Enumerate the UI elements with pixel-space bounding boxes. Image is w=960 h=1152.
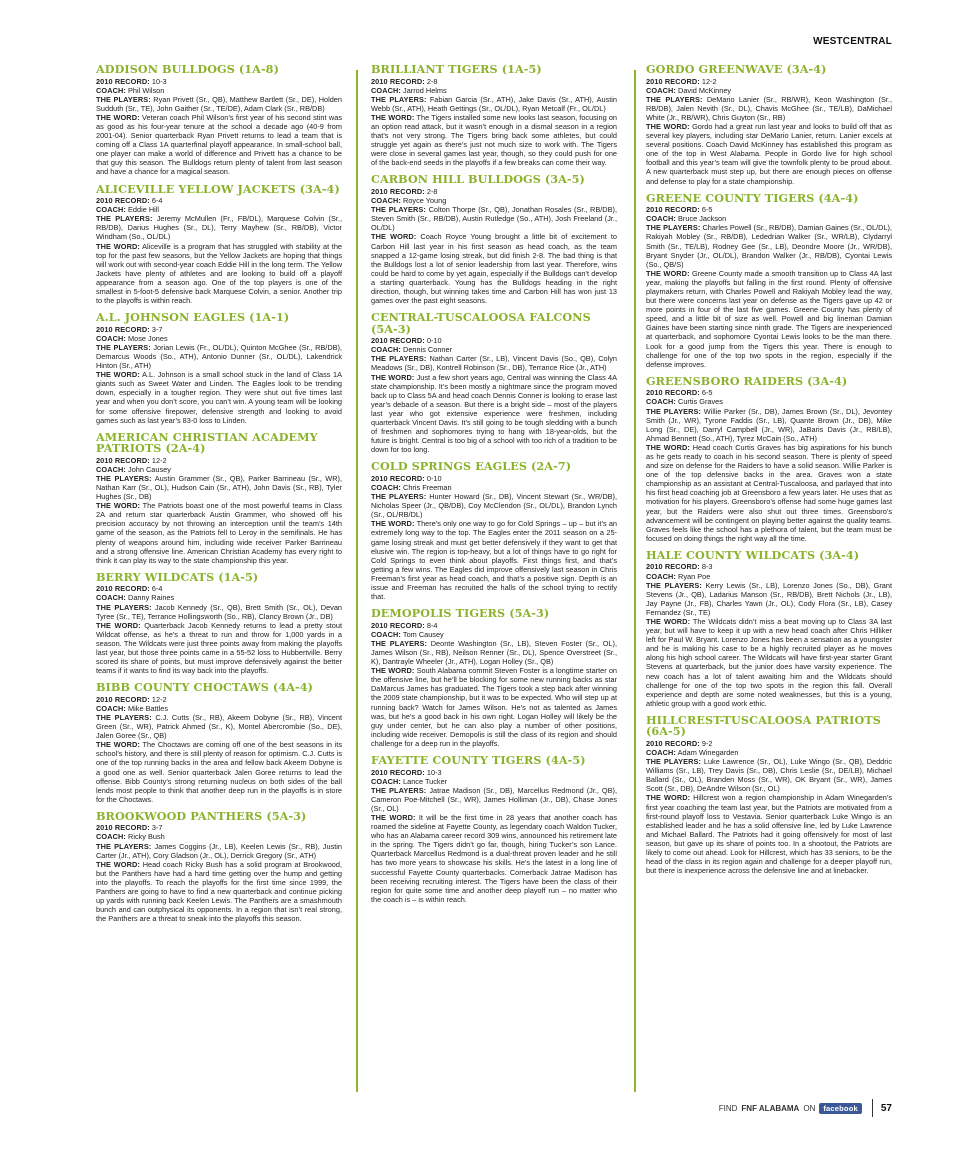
coach-label: COACH: <box>96 333 126 343</box>
coach-line <box>96 334 342 343</box>
record-value: 12-2 <box>151 455 167 465</box>
coach-line <box>96 832 342 841</box>
team-profile <box>646 190 892 369</box>
coach-value: John Causey <box>128 464 171 474</box>
word-label: THE WORD: <box>371 232 417 242</box>
players-value: Colton Thorpe (Sr., QB), Jonathan Rosales (Sr., RB/DB), Steven Smith (Sr., RB/DB), Austin Rutledge (So., ATH), Josh Freeland (Jr., OL/DL) <box>371 205 617 233</box>
coach-value: Phil Wilson <box>128 85 165 95</box>
coach-label: COACH: <box>646 214 676 224</box>
word-label: THE WORD: <box>96 501 141 511</box>
players-label: THE PLAYERS: <box>96 342 151 352</box>
coach-label: COACH: <box>96 464 126 474</box>
players-line <box>371 639 617 666</box>
record-value: 10-3 <box>151 76 167 86</box>
team-profile <box>371 461 617 601</box>
word-label: THE WORD: <box>646 616 691 626</box>
coach-label: COACH: <box>371 196 401 206</box>
record-value: 3-7 <box>151 324 163 334</box>
team-profile <box>646 373 892 543</box>
coach-label: COACH: <box>96 832 126 842</box>
players-label: THE PLAYERS: <box>646 580 702 590</box>
record-line <box>96 77 342 86</box>
players-line <box>646 95 892 122</box>
players-value: Charles Powell (Sr., RB/DB), Damian Gaines (Sr., OL/DL), Rakiyah Mobley (Sr., RB/DB), Lededrian Walker (Sr., WR/LB), Clydarryl Smith (Sr., TE/LB), Rodney Gee (Sr., LB), Deondre Moore (Jr., WR/DB), Bryant Snyder (Jr., OL/DL), Brandon Walker (Jr., RB/DB), Cyontai Lewis (So., QB/S) <box>646 223 892 269</box>
team-name: AMERICAN CHRISTIAN ACADEMY PATRIOTS (2A-4) <box>96 429 318 456</box>
record-value: 3-7 <box>151 823 163 833</box>
players-value: Willie Parker (Sr., DB), James Brown (Sr., DL), Jevontey Smith (Jr., WR), Tyrone Faddis (Sr., LB), Quante Brown (Jr., DB), Mike Long (Sr., DE), Darryl Campbell (Jr., WR), JaBaris Davis (Jr., RB/LB), Ahmad Bennett (So., ATH), Tyrez McCain (So., ATH) <box>646 406 892 443</box>
word-label: THE WORD: <box>371 372 415 382</box>
coach-line <box>96 593 342 602</box>
word-value: The Choctaws are coming off one of the best seasons in its school’s history, and there is still plenty of reason for optimism. C.J. Cutts is one of the top running backs in the area and fellow back Akeem Dobyne is a good one as well. Senior quarterback Jalen Goree returns to lead the offense. Bibb County’s strong returning nucleus on both sides of the ball lends most people to think that another deep run in the playoffs is in store for the Choctaws. <box>96 740 342 804</box>
record-label: 2010 RECORD: <box>371 767 425 777</box>
coach-label: COACH: <box>96 703 126 713</box>
record-line <box>646 205 892 214</box>
word-line <box>646 443 892 543</box>
coach-value: Lance Tucker <box>403 776 448 786</box>
players-label: THE PLAYERS: <box>96 712 152 722</box>
team-profile <box>96 64 342 177</box>
players-value: James Coggins (Jr., LB), Keelen Lewis (Sr., RB), Justin Carter (Jr., ATH), Cory Gladson (Jr., OL), Derrick Gregory (Sr., ATH) <box>96 841 342 860</box>
record-label: 2010 RECORD: <box>371 186 425 196</box>
word-value: A.L. Johnson is a small school stuck in the land of Class 1A giants such as Sweet Water and Linden. The Eagles look to be trending down, especially in a tougher region. They were shut out five times last year and when you don’t score, you can’t win. A young team will be looking for some offensive firepower, defensive strength and looking to avoid games such as last year’s 83-0 loss to Linden. <box>96 370 342 425</box>
record-line <box>371 768 617 777</box>
team-name: BERRY WILDCATS (1A-5) <box>96 569 259 584</box>
players-label: THE PLAYERS: <box>96 214 153 224</box>
record-value: 6-5 <box>701 388 713 398</box>
coach-label: COACH: <box>96 593 126 603</box>
team-profile <box>96 181 342 306</box>
record-label: 2010 RECORD: <box>646 76 700 86</box>
coach-value: Eddie Hill <box>128 205 160 215</box>
players-line <box>646 581 892 617</box>
record-line <box>371 621 617 630</box>
record-label: 2010 RECORD: <box>371 620 425 630</box>
coach-value: Chris Freeman <box>403 482 452 492</box>
record-line <box>646 388 892 397</box>
players-label: THE PLAYERS: <box>371 205 426 215</box>
coach-line <box>96 86 342 95</box>
players-line <box>371 205 617 232</box>
footer-on-text: ON <box>803 1103 816 1113</box>
team-columns <box>96 64 892 1094</box>
players-value: Jatrae Madison (Sr., DB), Marcellus Redmond (Jr., QB), Cameron Poe-Mitchell (Sr., WR), James Holliman (Jr., DB), Chase Jones (Sr., OL) <box>371 785 617 813</box>
record-line <box>96 584 342 593</box>
record-value: 12-2 <box>701 76 717 86</box>
record-value: 12-2 <box>151 694 167 704</box>
record-value: 6-4 <box>151 196 163 206</box>
word-line <box>646 793 892 875</box>
players-value: Jeremy McMullen (Fr., FB/DL), Marquese Colvin (Sr., RB/DB), Darius Hughes (Sr., DL), Terry Mayhew (Sr., RB/DB), Victor Windham (So., OL/DL) <box>96 214 342 242</box>
record-label: 2010 RECORD: <box>96 584 150 594</box>
players-value: Nathan Carter (Sr., LB), Vincent Davis (So., QB), Colyn Meadows (Sr., DB), Kontrell Robinson (Sr., DB), Terrance Rice (Jr., ATH) <box>371 354 617 373</box>
players-line <box>96 713 342 740</box>
coach-line <box>371 630 617 639</box>
footer-find-text: FIND <box>718 1103 738 1113</box>
word-value: Head coach Ricky Bush has a solid program at Brookwood, but the Panthers have had a hard time getting over the hump and getting into the playoffs. To reach the playoffs for the first time since 1999, the Panthers are going to have to find a new quarterback and continue picking up yards with running back Keelen Lewis. The Panthers are a smashmouth bunch and can outphysical its opponents. In a region that isn’t real strong, the Panthers are a threat to sneak into the playoffs this season. <box>96 859 342 924</box>
word-line <box>646 122 892 186</box>
word-label: THE WORD: <box>371 112 415 122</box>
word-label: THE WORD: <box>371 812 416 822</box>
record-label: 2010 RECORD: <box>371 336 425 346</box>
word-label: THE WORD: <box>646 442 690 452</box>
coach-label: COACH: <box>646 85 676 95</box>
coach-line <box>96 704 342 713</box>
team-name: ADDISON BULLDOGS (1A-8) <box>96 64 279 76</box>
word-value: Aliceville is a program that has struggled with stability at the top for the past few seasons, but the Yellow Jackets are hoping that things will work out with second-year coach Eddie Hill in the long term. The Yellow Jackets have plenty of athletes and are looking to build off a playoff appearance from a season ago. One of the top players is one of the smallest in 5-foot-5 defensive back Marquese Colvin, a senior. Another trip to the playoffs is within reach. <box>96 241 342 306</box>
word-label: THE WORD: <box>96 370 140 380</box>
coach-label: COACH: <box>646 571 676 581</box>
players-label: THE PLAYERS: <box>371 492 427 502</box>
coach-label: COACH: <box>371 776 401 786</box>
record-line <box>96 823 342 832</box>
word-line <box>96 370 342 425</box>
team-profile <box>96 429 342 565</box>
word-value: Quarterback Jacob Kennedy returns to lead a pretty stout Wildcat offense, as he’s a threat to run and throw for 1,000 yards in a season. The Wildcats were just three points away from making the playoffs last year, but those three points came in a 55-52 loss to Hubbertville. Berry scored its share of points, but must improve defensively against the better teams if it wants to find its way back into the playoffs. <box>96 620 342 676</box>
word-value: Hillcrest won a region championship in Adam Winegarden’s first year coaching the team last year, but the Patriots are motivated from a first-round playoff loss to Vestavia. Senior quarterback Luke Wingo is an established leader and he has a solid offensive line, led by Luke Lawrence and Michael Ballard. The Patriots had it going offensively for most of last season, but gave up its share of points too. In a shootout, the Patriots are likely to come out ahead. Look for Hillcrest, which has 33 seniors, to be the head of the class in its region again and challenge for a deeper playoff run, but there is inexperience across the defensive line and at linebacker. <box>646 793 892 876</box>
coach-value: Jarrod Helms <box>403 85 447 95</box>
players-label: THE PLAYERS: <box>646 223 701 233</box>
record-value: 6-4 <box>151 584 163 594</box>
team-profile <box>646 712 892 876</box>
players-label: THE PLAYERS: <box>96 841 152 851</box>
team-name: GREENSBORO RAIDERS (3A-4) <box>646 373 848 388</box>
word-line <box>96 621 342 676</box>
players-label: THE PLAYERS: <box>371 785 427 795</box>
word-line <box>371 519 617 601</box>
players-line <box>371 492 617 519</box>
word-label: THE WORD: <box>646 793 691 803</box>
team-name: HILLCREST-TUSCALOOSA PATRIOTS (6A-5) <box>646 712 881 739</box>
word-value: Gordo had a great run last year and looks to build off that as several key players, including star DeMario Lanier, return. Lanier excels at several positions. Coach David McKinney has established this program as one of the top in West Alabama. People in Gordo live for high school football and this year’s team will give the townfolk plenty to be proud about. A new quarterback must step up, but there are enough pieces on offense and defense to play for a state championship. <box>646 121 892 186</box>
team-name: A.L. JOHNSON EAGLES (1A-1) <box>96 310 290 325</box>
word-line <box>96 740 342 804</box>
team-profile <box>371 755 617 904</box>
word-label: THE WORD: <box>96 620 141 630</box>
word-value: Head coach Curtis Graves has big aspirations for his bunch as he gets ready to coach in his second season. There is plenty of speed and size on defense for the Raiders to have a solid season. Willie Parker is one of the top defensive backs in the area. Graves won a state championship as an assistant at Central-Tuscaloosa, and parlayed that into his first head coaching job at Greensboro a few years later. He uses that as motivation for his players. Greensboro’s offense had some huge games last year, but the Raiders were also shut out three times. Greensboro’s advancement will be contingent on playing better against the quality teams. Graves feels like the school has a plethora of talent, but the team must be focused on doing things the right way all the time. <box>646 442 892 543</box>
word-label: THE WORD: <box>646 268 690 278</box>
players-value: Luke Lawrence (Sr., OL), Luke Wingo (Sr., QB), Deddric Williams (Sr., LB), Trey Davis (Sr., DB), Chris Leslie (Sr., DE/LB), Michael Ballard (Sr., OL), Branden Moss (Sr., WR), OK Bryant (Sr., WR), James Scott (Sr., DB), DeAndre Wilson (Sr., OL) <box>646 757 892 794</box>
coach-line <box>646 214 892 223</box>
record-value: 10-3 <box>426 767 442 777</box>
word-value: South Alabama commit Steven Foster is a longtime starter on the offensive line, but he’ll be blocking for some new running backs as star DaMarcus James has graduated. The Tigers took a step back after winning the 2009 state championship, but it was to be expected. Who will step up at running back? Watch for James Wilson. He’s not as talented as James was, but he’s a good back in his own right. Logan Holley will likely be the guy under center, but he can also play a number of other positions, including wide receiver. Demopolis is still the class of its region and should challenge for a deep run in the playoffs. <box>371 666 617 748</box>
players-label: THE PLAYERS: <box>371 638 428 648</box>
coach-line <box>646 748 892 757</box>
record-label: 2010 RECORD: <box>646 388 700 398</box>
word-line <box>96 501 342 565</box>
record-line <box>646 562 892 571</box>
record-label: 2010 RECORD: <box>646 562 700 572</box>
team-name: FAYETTE COUNTY TIGERS (4A-5) <box>371 753 586 767</box>
team-name: ALICEVILLE YELLOW JACKETS (3A-4) <box>96 181 340 196</box>
word-line <box>371 232 617 305</box>
coach-value: David McKinney <box>678 85 732 95</box>
word-label: THE WORD: <box>371 666 415 676</box>
word-label: THE WORD: <box>96 241 140 251</box>
word-label: THE WORD: <box>371 519 415 529</box>
coach-line <box>646 397 892 406</box>
record-value: 8-4 <box>426 620 438 630</box>
team-profile <box>371 64 617 167</box>
coach-value: Ryan Poe <box>678 571 711 581</box>
record-line <box>371 336 617 345</box>
players-value: Hunter Howard (Sr., DB), Vincent Stewart (Sr., WR/DB), Nicholas Speer (Jr., QB/DB), Coy McClendon (Sr., OL/DL), Brandon Lynch (Sr., OL/RB/DL) <box>371 492 617 520</box>
coach-line <box>646 572 892 581</box>
word-line <box>371 373 617 455</box>
team-name: BRILLIANT TIGERS (1A-5) <box>371 64 542 76</box>
players-line <box>371 95 617 113</box>
team-name: COLD SPRINGS EAGLES (2A-7) <box>371 459 572 474</box>
coach-label: COACH: <box>371 345 401 355</box>
coach-line <box>646 86 892 95</box>
word-value: There’s only one way to go for Cold Springs – up – but it’s an extremely long way to the top. The Eagles enter the 2011 season on a 25-game losing streak and must get better defensively if they want to get that elusive win. The region is top-heavy, but a lot of things have to go right for Cold Springs to even think about playoffs. First things first, and that’s getting a few wins. The Eagles did improve offensively last season in Chris Freeman’s first year as head coach, and that’s a positive sign. Depth is an issue and Freeman has recruited the halls of the school trying to rectify that. <box>371 519 617 602</box>
record-value: 2-8 <box>426 186 438 196</box>
record-label: 2010 RECORD: <box>96 455 150 465</box>
word-value: Just a few short years ago, Central was winning the Class 4A state championship. It’s been mostly a nightmare since the program moved back up to Class 5A and head coach Dennis Conner is looking to erase last year’s debacle of a season. But there is a bright side – most of the players last year who got extensive experience were freshmen, including quarterback Vincent Davis. It’s still going to be tough sledding with a bunch of freshmen and sophomores trying to hang with 18-year-olds, but the future is bright. Central is too big of a school with too rich of a tradition to be down for too long. <box>371 372 617 455</box>
players-line <box>96 343 342 370</box>
coach-line <box>96 205 342 214</box>
record-line <box>646 77 892 86</box>
record-label: 2010 RECORD: <box>646 738 700 748</box>
column-right <box>646 64 892 1094</box>
record-label: 2010 RECORD: <box>371 473 425 483</box>
players-line <box>371 354 617 372</box>
record-line <box>96 456 342 465</box>
coach-value: Danny Raines <box>128 593 175 603</box>
players-value: C.J. Cutts (Sr., RB), Akeem Dobyne (Sr., RB), Vincent Green (Sr., WR), Patrick Ahmed (Sr., K), Montel Abercrombie (So., DE), Jalen Goree (Sr., QB) <box>96 712 342 741</box>
page-number: 57 <box>880 1102 892 1114</box>
players-line <box>371 786 617 813</box>
word-value: Veteran coach Phil Wilson’s first year of his second stint was as good as his four-year tenure at the school a decade ago (40-9 from 2001-04). Senior quarterback Ryan Privett returns to lead a team that is coming off a Class 1A quarterfinal playoff appearance. In small-school ball, one player can make a world of difference and Privett has a chance to be that guy this season. The Bulldogs return plenty of talent from last season and have a chance for a magical season. <box>96 112 342 177</box>
team-profile <box>646 547 892 708</box>
word-line <box>96 113 342 177</box>
players-value: Jorian Lewis (Fr., OL/DL), Quinton McGhee (Sr., RB/DB), Demarcus Woods (So., ATH), Antonio Dunner (Sr., OL/DL), Lakendrick Hinton (Sr., ATH) <box>96 342 342 371</box>
word-line <box>371 813 617 904</box>
footer-brand: FNF ALABAMA <box>741 1103 800 1113</box>
record-line <box>96 325 342 334</box>
page-footer <box>719 1101 892 1115</box>
coach-value: Tom Causey <box>402 629 444 639</box>
column-left <box>96 64 342 1094</box>
team-name: DEMOPOLIS TIGERS (5A-3) <box>371 606 550 621</box>
coach-value: Royce Young <box>403 196 447 206</box>
players-line <box>96 214 342 241</box>
record-line <box>646 739 892 748</box>
players-line <box>646 407 892 443</box>
team-profile <box>96 808 342 924</box>
players-value: Kerry Lewis (Sr., LB), Lorenzo Jones (So., DB), Grant Stevens (Jr., QB), Ladarius Manson (Sr., RB/DB), Brett Nichols (Jr., LB), Jay Payne (Jr., FB), Charles Yawn (Jr., OL), Cody Flora (Sr., LB), Casey Fernandez (Sr., TE) <box>646 580 892 617</box>
team-name: CARBON HILL BULLDOGS (3A-5) <box>371 172 585 187</box>
players-value: Fabian Garcia (Sr., ATH), Jake Davis (Sr., ATH), Austin Webb (Sr., ATH), Heath Gettings (Sr., OL/DL), Ryan Metcalf (Fr., OL/DL) <box>371 94 617 113</box>
team-profile <box>96 312 342 425</box>
coach-value: Dennis Conner <box>403 345 453 355</box>
word-label: THE WORD: <box>96 859 140 869</box>
team-name: CENTRAL-TUSCALOOSA FALCONS (5A-3) <box>371 310 591 336</box>
players-line <box>96 95 342 113</box>
coach-label: COACH: <box>371 629 401 639</box>
team-name: BIBB COUNTY CHOCTAWS (4A-4) <box>96 680 314 695</box>
coach-label: COACH: <box>371 85 401 95</box>
record-label: 2010 RECORD: <box>371 76 425 86</box>
record-value: 8-3 <box>701 562 713 572</box>
players-line <box>96 474 342 501</box>
word-line <box>371 113 617 168</box>
record-label: 2010 RECORD: <box>96 196 150 206</box>
players-label: THE PLAYERS: <box>96 473 152 483</box>
record-value: 0-10 <box>426 336 442 346</box>
coach-line <box>96 465 342 474</box>
players-value: Austin Grammer (Sr., QB), Parker Barrineau (Sr., WR), Nathan Karr (Sr., OL), Hudson Cain (Sr., ATH), John Davis (Sr., RB), Tyler Hughes (Sr., DB) <box>96 473 342 502</box>
coach-line <box>371 196 617 205</box>
coach-value: Mike Battles <box>128 703 169 713</box>
players-label: THE PLAYERS: <box>646 406 702 416</box>
coach-label: COACH: <box>646 748 676 757</box>
record-line <box>96 196 342 205</box>
coach-label: COACH: <box>96 205 126 215</box>
coach-value: Adam Winegarden <box>677 748 739 757</box>
coach-label: COACH: <box>96 85 126 95</box>
record-value: 2-8 <box>426 76 438 86</box>
coach-value: Curtis Graves <box>678 397 723 407</box>
players-value: DeMario Lanier (Sr., RB/WR), Keon Washington (Sr., RB/DB), Jalen Nevith (Sr., DL), Chavis McGhee (Sr., TE/LB), DaMichael White (Jr., RB/WR), Chris Guyton (Sr., RB) <box>646 94 892 122</box>
players-label: THE PLAYERS: <box>371 94 427 104</box>
players-label: THE PLAYERS: <box>646 94 703 104</box>
record-label: 2010 RECORD: <box>96 324 150 334</box>
players-line <box>646 223 892 268</box>
facebook-logo-icon[interactable]: facebook <box>819 1103 862 1114</box>
record-line <box>96 695 342 704</box>
team-name: GREENE COUNTY TIGERS (4A-4) <box>646 190 859 205</box>
coach-label: COACH: <box>371 482 401 492</box>
team-profile <box>96 682 342 804</box>
footer-divider <box>872 1099 873 1117</box>
coach-line <box>371 86 617 95</box>
team-name: BROOKWOOD PANTHERS (5A-3) <box>96 808 307 823</box>
word-value: Greene County made a smooth transition up to Class 4A last year, making the playoffs but falling in the first round. Plenty of offensive playmakers return, with Charles Powell and Rakiyah Mobley lead the way, but there were concerns last year on defense as the Tigers gave up 42 or more points in four of the last five games. Greene County has plenty of speed, and a little bit of size as well. Powell and big lineman Damian Gaines have been starting since ninth grade. The Tigers are inexperienced at quarterback, and sophomore Cyontai Lewis looks to be the man there. Look for a good jump from the Tigers this year. There is enough to challenge for one of the top two spots in the region, especially if the defense improves. <box>646 268 892 369</box>
word-label: THE WORD: <box>646 121 690 131</box>
players-label: THE PLAYERS: <box>646 757 702 767</box>
players-label: THE PLAYERS: <box>371 354 427 364</box>
record-line <box>371 474 617 483</box>
players-value: Ryan Privett (Sr., QB), Matthew Bartlett (Sr., DE), Holden Sudduth (Sr., TE), John Gaither (Sr., TE/DE), Adam Clark (Sr., RB/DB) <box>96 94 342 113</box>
team-profile <box>371 174 617 305</box>
word-line <box>646 617 892 708</box>
word-value: The Patriots boast one of the most powerful teams in Class 2A and return star quarterback Austin Grammer, who showed off his precision accuracy by not throwing an interception until the team’s 14th game of the season, as the Patriots fell to Leroy in the semifinals. He has plenty of weapons around him, including wide receiver Parker Barrineau and a strong offensive line. American Christian Academy has every right to think it can play its way to the state championship this year. <box>96 501 342 565</box>
word-label: THE WORD: <box>96 740 140 750</box>
section-header: WESTCENTRAL <box>813 36 892 47</box>
coach-value: Bruce Jackson <box>678 214 727 224</box>
players-value: Deonte Washington (Sr., LB), Steven Foster (Sr., OL), James Wilson (Sr., RB), Neilson Renner (Sr., DL), Spence Overstreet (Sr., K), Dantrayle Wheeler (Jr., ATH), Logan Holley (Sr., QB) <box>371 638 617 667</box>
coach-value: Mose Jones <box>128 333 168 343</box>
word-line <box>646 269 892 369</box>
coach-value: Ricky Bush <box>128 832 165 842</box>
word-value: The Wildcats didn’t miss a beat moving up to Class 3A last year, but will have to keep it up with a new head coach after Chris Hilliker left for Paul W. Bryant. Lorenzo Jones has been a sensation as a youngster and he is making his case to be a highly recruited player as he moves along his high school career. The Wildcats will have first-year starter Grant Stevens at quarterback, but the junior does have varsity experience. The new coach has a lot of talent awaiting him and the Wildcats should challenge for one of the top two spots in the region this fall. Overall experience and depth are some noted weaknesses, but this is a young, athletic group with a good work ethic. <box>646 616 892 708</box>
coach-label: COACH: <box>646 397 676 407</box>
record-value: 6-5 <box>701 205 713 215</box>
record-line <box>371 77 617 86</box>
word-value: The Tigers installed some new looks last season, focusing on an option read attack, but it wasn’t enough in a dismal season in a region that’s not very strong. The Tigers bring back some athletes, but could struggle yet again as there’s just not much size to work with. The Tigers were close in several games last year, though, so they could push for one of the back-end seeds in the playoffs if a few breaks can come their way. <box>371 112 617 168</box>
players-value: Jacob Kennedy (Sr., QB), Brett Smith (Sr., OL), Devan Tyree (Sr., TE), Terrance Hollingsworth (So., RB), Clancy Brown (Jr., DB) <box>96 602 342 621</box>
team-profile <box>371 312 617 454</box>
players-label: THE PLAYERS: <box>96 602 152 612</box>
record-label: 2010 RECORD: <box>96 823 150 833</box>
record-label: 2010 RECORD: <box>96 694 150 704</box>
team-profile <box>371 608 617 748</box>
coach-line <box>371 777 617 786</box>
record-line <box>371 187 617 196</box>
column-middle <box>371 64 617 1094</box>
team-profile <box>646 64 892 186</box>
players-line <box>96 842 342 860</box>
record-value: 9-2 <box>701 738 713 748</box>
word-label: THE WORD: <box>96 112 140 122</box>
coach-line <box>371 345 617 354</box>
team-name: GORDO GREENWAVE (3A-4) <box>646 64 827 76</box>
record-value: 0-10 <box>426 473 442 483</box>
record-label: 2010 RECORD: <box>96 76 150 86</box>
word-line <box>96 860 342 924</box>
players-line <box>646 757 892 793</box>
team-name: HALE COUNTY WILDCATS (3A-4) <box>646 547 860 562</box>
word-line <box>96 242 342 306</box>
players-line <box>96 603 342 621</box>
word-line <box>371 666 617 748</box>
word-value: It will be the first time in 28 years that another coach has roamed the sideline at Fayette County, as legendary coach Waldon Tucker, who has an Alabama career record 309 wins, announced his retirement late in the spring. The Tigers didn’t go far, though, hiring Tucker’s son Lance. Quarterback Marcellus Redmond is a dual-threat proven leader and he still has two more years to showcase his skills. He’s the latest in a long line of successful Fayette County quarterbacks. Cornerback Jatrae Madison has been receiving recruiting interest. The Tigers have been the class of their region for quite some time and another deep playoff run – no matter who the coach is – is within reach. <box>371 812 617 904</box>
players-label: THE PLAYERS: <box>96 94 151 104</box>
word-value: Coach Royce Young brought a little bit of excitement to Carbon Hill last year in his first season as head coach, as the team snapped a 12-game losing streak, but did finish 2-8. The bad thing is that the Bulldogs lost a lot of senior leadership from last year. Therefore, wins could be hard to come by yet again, especially if the Bulldogs can’t develop a starting quarterback. Young has the Bulldogs heading in the right direction, though, but winning takes time and Carbon Hill has won just 13 games over the past eight seasons. <box>371 232 617 306</box>
coach-line <box>371 483 617 492</box>
team-profile <box>96 569 342 676</box>
record-label: 2010 RECORD: <box>646 205 700 215</box>
